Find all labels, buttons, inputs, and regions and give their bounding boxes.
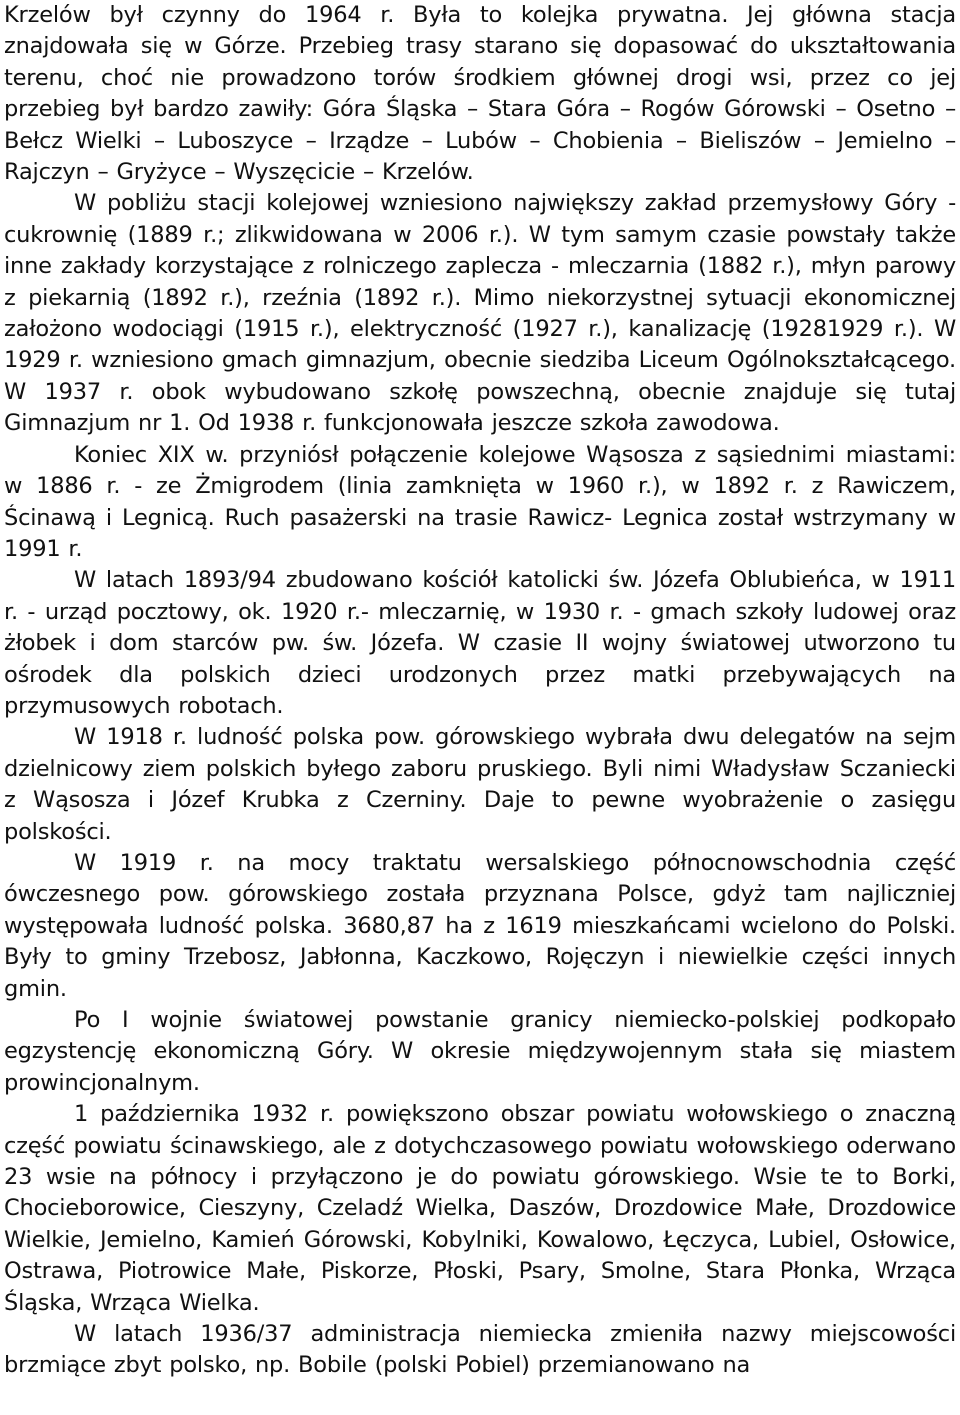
document-page <box>4 0 956 1382</box>
paragraph-railway-connections: Koniec XIX w. przyniósł połączenie kolejowe Wąsosza z sąsiednimi miastami: w 1886 r. - ze Żmigrodem (linia zamknięta w 1960 r.), w 1892 r. z Rawiczem, Ścinawą i Legnicą. Ruch pasażerski na trasie Rawicz- Legnica został wstrzymany w 1991 r. <box>4 441 956 562</box>
paragraph-1936-renaming: W latach 1936/37 administracja niemiecka zmieniła nazwy miejscowości brzmiące zbyt polsko, np. Bobile (polski Pobiel) przemianowano na <box>4 1321 956 1379</box>
paragraph-1919-versailles: W 1919 r. na mocy traktatu wersalskiego północnowschodnia część ówczesnego pow. górowskiego została przyznana Polsce, gdyż tam najliczniej występowała ludność polska. 3680,87 ha z 1619 mieszkańcami wcielono do Polski. Były to gminy Trzebosz, Jabłonna, Kaczkowo, Rojęczyn i niewielkie części innych gmin. <box>4 849 956 1002</box>
paragraph-church-post-office: W latach 1893/94 zbudowano kościół katolicki św. Józefa Oblubieńca, w 1911 r. - urząd pocztowy, ok. 1920 r.- mleczarnię, w 1930 r. - gmach szkoły ludowej oraz żłobek i dom starców pw. św. Józefa. W czasie II wojny światowej utworzono tu ośrodek dla polskich dzieci urodzonych przez matki przebywających na przymusowych robotach. <box>4 567 956 719</box>
paragraph-1932-county-change: 1 października 1932 r. powiększono obszar powiatu wołowskiego o znaczną część powiatu ścinawskiego, ale z dotychczasowego powiatu wołowskiego oderwano 23 wsie na północy i przyłączono je do powiatu górowskiego. Wsie te to Borki, Chocieborowice, Cieszyny, Czeladź Wielka, Daszów, Drozdowice Małe, Drozdowice Wielkie, Jemielno, Kamień Górowski, Kobylniki, Kowalowo, Łęczyca, Lubiel, Osłowice, Ostrawa, Piotrowice Małe, Piskorze, Płoski, Psary, Smolne, Stara Płonka, Wrząca Śląska, Wrząca Wielka. <box>4 1101 956 1316</box>
paragraph-railway-route: Krzelów był czynny do 1964 r. Była to kolejka prywatna. Jej główna stacja znajdowała się w Górze. Przebieg trasy starano się dopasować do ukształtowania terenu, choć nie prowadzono torów środkiem głównej drogi wsi, przez co jej przebieg był bardzo zawiły: Góra Śląska – Stara Góra – Rogów Górowski – Osetno – Bełcz Wielki – Luboszyce – Irządze – Lubów – Chobienia – Bieliszów – Jemielno – Rajczyn – Gryżyce – Wyszęcicie – Krzelów. <box>4 2 956 186</box>
paragraph-interwar-border: Po I wojnie światowej powstanie granicy niemiecko-polskiej podkopało egzystencję ekonomiczną Góry. W okresie międzywojennym stała się miastem prowincjonalnym. <box>4 1007 956 1096</box>
paragraph-sugar-factory: W pobliżu stacji kolejowej wzniesiono największy zakład przemysłowy Góry - cukrownię (1889 r.; zlikwidowana w 2006 r.). W tym samym czasie powstały także inne zakłady korzystające z rolniczego zaplecza - mleczarnia (1882 r.), młyn parowy z piekarnią (1892 r.), rzeźnia (1892 r.). Mimo niekorzystnej sytuacji ekonomicznej założono wodociągi (1915 r.), elektryczność (1927 r.), kanalizację (19281929 r.). W 1929 r. wzniesiono gmach gimnazjum, obecnie siedziba Liceum Ogólnokształcącego. W 1937 r. obok wybudowano szkołę powszechną, obecnie znajduje się tutaj Gimnazjum nr 1. Od 1938 r. funkcjonowała jeszcze szkoła zawodowa. <box>4 190 956 437</box>
paragraph-1918-delegates: W 1918 r. ludność polska pow. górowskiego wybrała dwu delegatów na sejm dzielnicowy ziem polskich byłego zaboru pruskiego. Byli nimi Władysław Sczaniecki z Wąsosza i Józef Krubka z Czerniny. Daje to pewne wyobrażenie o zasięgu polskości. <box>4 724 956 845</box>
